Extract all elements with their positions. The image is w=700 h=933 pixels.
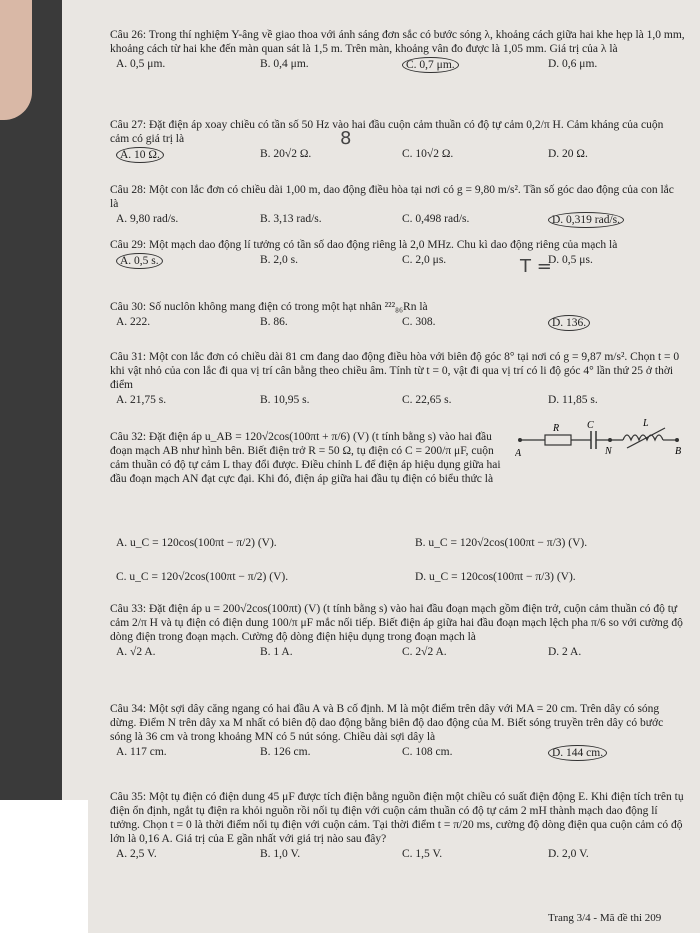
option-a: A. 117 cm. <box>116 746 167 758</box>
question-text: Câu 26: Trong thí nghiệm Y-âng về giao thoa với ánh sáng đơn sắc có bước sóng λ, khoảng cách giữa hai khe hẹp là 1,0 mm, khoảng cách từ hai khe đến màn quan sát là 1,5 m. Trên màn, khoảng vân đo được là 1,05 mm. Giá trị của λ là <box>110 29 685 55</box>
question-text: Câu 30: Số nuclôn không mang điện có trong một hạt nhân ²²²₈₆Rn là <box>110 301 428 313</box>
question-35 <box>110 790 685 862</box>
option-a: A. √2 A. <box>116 646 156 658</box>
question-text: Câu 31: Một con lắc đơn có chiều dài 81 cm đang dao động điều hòa với biên độ góc 8° tại nơi có g = 9,87 m/s². Chọn t = 0 khi vật nhỏ của con lắc đi qua vị trí cân bằng theo chiều âm. Tính từ t = 0, vật đi qua vị trí có li độ góc 4° lần thứ 25 ở thời điểm <box>110 351 680 391</box>
question-text: Câu 32: Đặt điện áp u_AB = 120√2cos(100πt + π/6) (V) (t tính bằng s) vào hai đầu đoạn mạch AB như hình bên. Biết điện trở R = 50 Ω, tụ điện có C = 200/π μF, cuộn cảm thuần có độ tự cảm L thay đổi được. Điều chỉnh L để điện áp hiệu dụng giữa hai đầu đoạn mạch AN đạt cực đại. Khi đó, điện áp giữa hai đầu tụ điện có biểu thức là <box>110 431 501 485</box>
page-footer: Trang 3/4 - Mã đề thi 209 <box>548 912 662 924</box>
option-c: C. u_C = 120√2cos(100πt − π/2) (V). <box>116 571 289 583</box>
option-c: C. 0,498 rad/s. <box>402 213 470 225</box>
handwritten-mark: 8 <box>340 128 352 149</box>
question-text: Câu 29: Một mạch dao động lí tưởng có tần số dao động riêng là 2,0 MHz. Chu kì dao động riêng của mạch là <box>110 239 618 251</box>
option-d: D. 0,5 μs. <box>548 254 593 266</box>
question-text: Câu 28: Một con lắc đơn có chiều dài 1,00 m, dao động điều hòa tại nơi có g = 9,80 m/s². Tần số góc dao động của con lắc là <box>110 184 674 210</box>
question-26 <box>110 28 685 72</box>
option-c: C. 2,0 μs. <box>402 254 447 266</box>
option-a: A. 0,5 μm. <box>116 58 166 70</box>
option-b: B. 1 A. <box>260 646 293 658</box>
question-29 <box>110 238 685 268</box>
option-d-circled: D. 136. <box>548 315 590 331</box>
option-d: D. 0,6 μm. <box>548 58 598 70</box>
label-r: R <box>553 423 560 434</box>
question-28 <box>110 183 685 227</box>
white-corner <box>0 800 88 933</box>
option-a: A. 21,75 s. <box>116 394 167 406</box>
question-text: Câu 34: Một sợi dây căng ngang có hai đầu A và B cố định. M là một điểm trên dây với MA = 20 cm. Trên dây có sóng dừng. Điểm N trên dây xa M nhất có biên độ dao động bằng biên độ dao động của M. Biết sóng truyền trên dây có bước sóng là 36 cm và trong khoảng MN có 5 nút sóng. Chiều dài sợi dây là <box>110 703 664 743</box>
option-b: B. 1,0 V. <box>260 848 301 860</box>
option-d-circled: D. 144 cm. <box>548 745 607 761</box>
label-c: C <box>587 420 594 431</box>
option-b: B. u_C = 120√2cos(100πt − π/3) (V). <box>415 537 588 549</box>
option-a-circled: A. 0,5 s. <box>116 253 163 269</box>
finger-edge <box>0 0 32 120</box>
label-b: B <box>675 446 682 457</box>
option-b: B. 0,4 μm. <box>260 58 309 70</box>
option-d-circled: D. 0,319 rad/s. <box>548 212 624 228</box>
resistor-symbol <box>545 435 571 445</box>
option-c: C. 1,5 V. <box>402 848 443 860</box>
option-a: A. 222. <box>116 316 151 328</box>
question-32 <box>110 430 510 486</box>
question-34 <box>110 702 685 760</box>
question-27 <box>110 118 685 162</box>
question-text: Câu 27: Đặt điện áp xoay chiều có tần số 50 Hz vào hai đầu cuộn cảm thuần có độ tự cảm 0,2/π H. Cảm kháng của cuộn cảm có giá trị là <box>110 119 664 145</box>
option-c-circled: C. 0,7 μm. <box>402 57 459 73</box>
option-c: C. 308. <box>402 316 436 328</box>
option-d: D. 20 Ω. <box>548 148 588 160</box>
option-b: B. 86. <box>260 316 288 328</box>
option-a-circled: A. 10 Ω. <box>116 147 164 163</box>
option-b: B. 2,0 s. <box>260 254 299 266</box>
option-d: D. 2 A. <box>548 646 582 658</box>
option-c: C. 10√2 Ω. <box>402 148 454 160</box>
option-a: A. 9,80 rad/s. <box>116 213 179 225</box>
question-text: Câu 33: Đặt điện áp u = 200√2cos(100πt) (V) (t tính bằng s) vào hai đầu đoạn mạch gồm điện trở, cuộn cảm thuần có độ tự cảm 2/π H và tụ điện có điện dung 100/π μF mắc nối tiếp. Biết điện áp giữa hai đầu đoạn mạch lệch pha π/6 so với cường độ dòng điện trong đoạn mạch. Cường độ dòng điện hiệu dụng trong đoạn mạch là <box>110 603 683 643</box>
handwritten-mark: T = <box>520 256 552 277</box>
option-b: B. 3,13 rad/s. <box>260 213 322 225</box>
label-n: N <box>605 446 612 457</box>
option-d: D. 11,85 s. <box>548 394 598 406</box>
option-c: C. 108 cm. <box>402 746 453 758</box>
question-30 <box>110 300 685 330</box>
label-a: A <box>515 448 522 458</box>
option-b: B. 10,95 s. <box>260 394 310 406</box>
question-33 <box>110 602 685 660</box>
question-32-options <box>110 535 685 590</box>
option-a: A. u_C = 120cos(100πt − π/2) (V). <box>116 537 277 549</box>
question-text: Câu 35: Một tụ điện có điện dung 45 μF được tích điện bằng nguồn điện một chiều có suất điện động E. Khi điện tích trên tụ điện ổn định, ngắt tụ điện ra khỏi nguồn rồi nối tụ điện với cuộn cảm thuần có độ tự cảm 2 mH thành mạch dao động lí tưởng. Chọn t = 0 là thời điểm nối tụ điện với cuộn cảm. Tại thời điểm t = π/20 ms, cường độ dòng điện qua cuộn cảm có độ lớn là 0,16 A. Giá trị của E gần nhất với giá trị nào sau đây? <box>110 791 684 845</box>
option-d: D. 2,0 V. <box>548 848 589 860</box>
option-c: C. 2√2 A. <box>402 646 447 658</box>
label-l: L <box>643 418 649 429</box>
option-d: D. u_C = 120cos(100πt − π/3) (V). <box>415 571 576 583</box>
option-c: C. 22,65 s. <box>402 394 452 406</box>
question-31 <box>110 350 685 408</box>
circuit-diagram <box>515 418 685 458</box>
option-b: B. 20√2 Ω. <box>260 148 312 160</box>
option-b: B. 126 cm. <box>260 746 311 758</box>
option-a: A. 2,5 V. <box>116 848 157 860</box>
